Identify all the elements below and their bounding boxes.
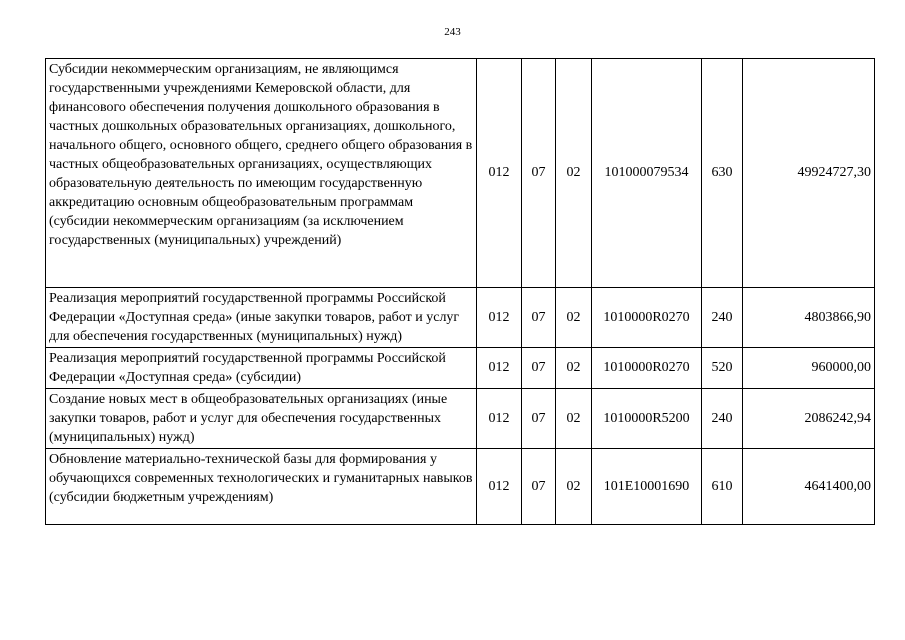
row-target-article: 1010000R0270 (592, 288, 702, 348)
table-row (46, 288, 875, 348)
page-number: 243 (444, 26, 461, 38)
row-section-code: 07 (522, 348, 556, 389)
row-ministry-code: 012 (477, 59, 522, 288)
row-description: Обновление материально-технической базы для формирования у обучающихся современных технологических и гуманитарных навыков (субсидии бюджетным учреждениям) (46, 449, 477, 525)
row-amount: 49924727,30 (743, 59, 875, 288)
row-section-code: 07 (522, 59, 556, 288)
row-subsection-code: 02 (556, 348, 592, 389)
row-expense-type: 610 (702, 449, 743, 525)
table-row (46, 59, 875, 288)
row-section-code: 07 (522, 449, 556, 525)
row-expense-type: 240 (702, 389, 743, 449)
row-target-article: 101E10001690 (592, 449, 702, 525)
budget-table (45, 58, 875, 525)
row-description: Реализация мероприятий государственной программы Российской Федерации «Доступная среда» (иные закупки товаров, работ и услуг для обеспечения государственных (муниципальных) нужд) (46, 288, 477, 348)
row-ministry-code: 012 (477, 348, 522, 389)
table-row (46, 449, 875, 525)
row-section-code: 07 (522, 389, 556, 449)
row-amount: 4803866,90 (743, 288, 875, 348)
row-expense-type: 240 (702, 288, 743, 348)
row-subsection-code: 02 (556, 59, 592, 288)
table-row (46, 389, 875, 449)
row-description: Реализация мероприятий государственной программы Российской Федерации «Доступная среда» (субсидии) (46, 348, 477, 389)
row-amount: 2086242,94 (743, 389, 875, 449)
row-ministry-code: 012 (477, 389, 522, 449)
row-expense-type: 520 (702, 348, 743, 389)
row-ministry-code: 012 (477, 288, 522, 348)
row-target-article: 1010000R5200 (592, 389, 702, 449)
row-target-article: 1010000R0270 (592, 348, 702, 389)
table-row (46, 348, 875, 389)
row-amount: 960000,00 (743, 348, 875, 389)
row-subsection-code: 02 (556, 288, 592, 348)
row-target-article: 101000079534 (592, 59, 702, 288)
row-ministry-code: 012 (477, 449, 522, 525)
row-description: Субсидии некоммерческим организациям, не являющимся государственными учреждениями Кемеровской области, для финансового обеспечения получения дошкольного образования в частных дошкольных образовательных организациях, дошкольного, начального общего, основного общего, среднего общего образования в частных общеобразовательных организациях, осуществляющих образовательную деятельность по имеющим государственную аккредитацию основным общеобразовательным программам (субсидии некоммерческим организациям (за исключением государственных (муниципальных) учреждений) (46, 59, 477, 288)
row-expense-type: 630 (702, 59, 743, 288)
row-subsection-code: 02 (556, 389, 592, 449)
row-amount: 4641400,00 (743, 449, 875, 525)
row-subsection-code: 02 (556, 449, 592, 525)
row-section-code: 07 (522, 288, 556, 348)
row-description: Создание новых мест в общеобразовательных организациях (иные закупки товаров, работ и услуг для обеспечения государственных (муниципальных) нужд) (46, 389, 477, 449)
